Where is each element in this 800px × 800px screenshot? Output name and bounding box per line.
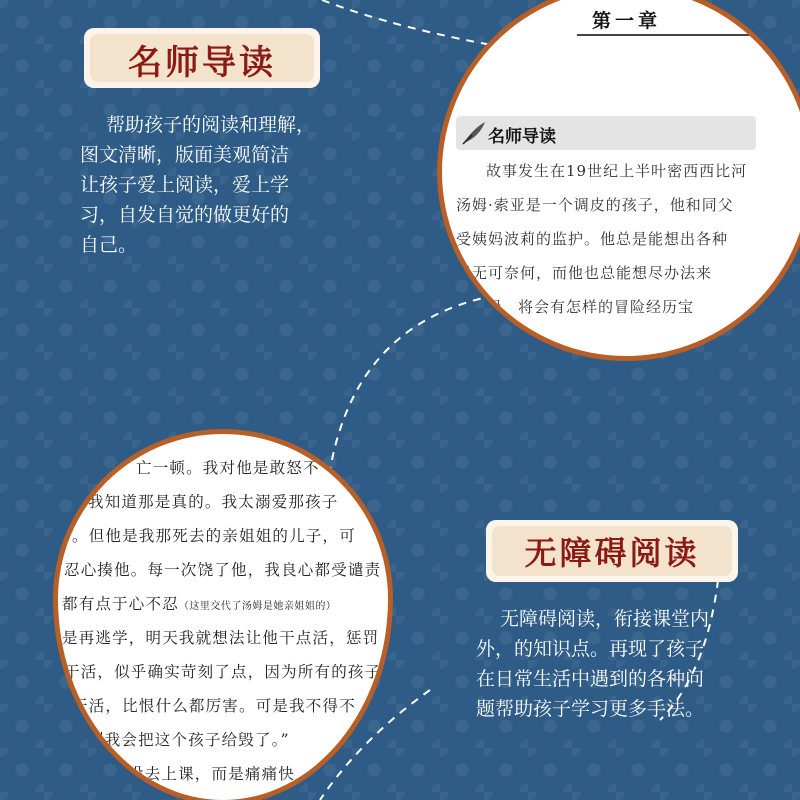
paragraph-line: 汤姆·索亚是一个调皮的孩子，他和同父 <box>456 196 734 214</box>
desc-line: 题帮助孩子学习更多手法。 <box>476 698 705 720</box>
annotation-note: （这里交代了汤姆是她亲姐姐的） <box>178 601 337 612</box>
sample-page-circle-guided-reading <box>442 0 800 356</box>
feature-description-barrier-free <box>476 604 776 724</box>
paragraph-line: 姆，将会有怎样的冒险经历宝 <box>486 298 695 316</box>
desc-line: 外，的知识点。再现了孩子 <box>476 638 705 660</box>
desc-line: 图文清晰，版面美观简洁 <box>80 144 290 166</box>
paragraph-line: 受姨妈波莉的监护。他总是能想出各种 <box>456 230 729 248</box>
body-line: 我知道那是真的。我太溺爱那孩子 <box>88 493 339 511</box>
chapter-ornament-line <box>577 34 800 36</box>
section-title: 名师导读 <box>488 127 556 147</box>
desc-line: 无障碍阅读，衔接课堂内 <box>500 608 710 630</box>
body-line: 亡一顿。我对他是敢怒不 <box>136 459 320 477</box>
body-line-text: 都有点于心不忍 <box>62 595 179 613</box>
paragraph-line: 妈无可奈何，而他也总能想尽办法来 <box>456 264 713 282</box>
feature-label-text: 名师导读 <box>128 43 276 83</box>
feature-description-guided-reading <box>80 110 340 260</box>
quill-pen-icon <box>460 119 488 147</box>
paragraph-line: 故事发生在19世纪上半叶密西西比河 <box>486 162 748 180</box>
chapter-heading: 第一章 <box>592 10 662 32</box>
body-line: 是再逃学，明天我就想法让他干点活，惩罚 <box>62 629 380 647</box>
body-line: 则我会把这个孩子给毁了。” <box>88 731 290 749</box>
desc-line: 习，自发自觉的做更好的 <box>80 204 290 226</box>
desc-line: 让孩子爱上阅读，爱上学 <box>80 174 290 196</box>
body-line: 干活，似乎确实苛刻了点，因为所有的孩子 <box>64 663 382 681</box>
body-line: 忍心揍他。每一次饶了他，我良心都受谴责 <box>64 561 382 579</box>
feature-label-text: 无障碍阅读 <box>524 534 700 572</box>
body-line <box>62 592 336 614</box>
desc-line: 自己。 <box>80 234 138 256</box>
feature-label-barrier-free <box>486 520 738 582</box>
body-line: 。但他是我那死去的亲姐姐的儿子，可 <box>72 527 356 545</box>
feature-label-guided-reading <box>84 28 320 88</box>
body-line: 干活，比恨什么都厉害。可是我不得不 <box>72 697 356 715</box>
desc-line: 帮助孩子的阅读和理解， <box>106 114 316 136</box>
body-line: 没去上课，而是痛痛快 <box>128 765 296 783</box>
desc-line: 在日常生活中遇到的各种问 <box>476 668 705 690</box>
